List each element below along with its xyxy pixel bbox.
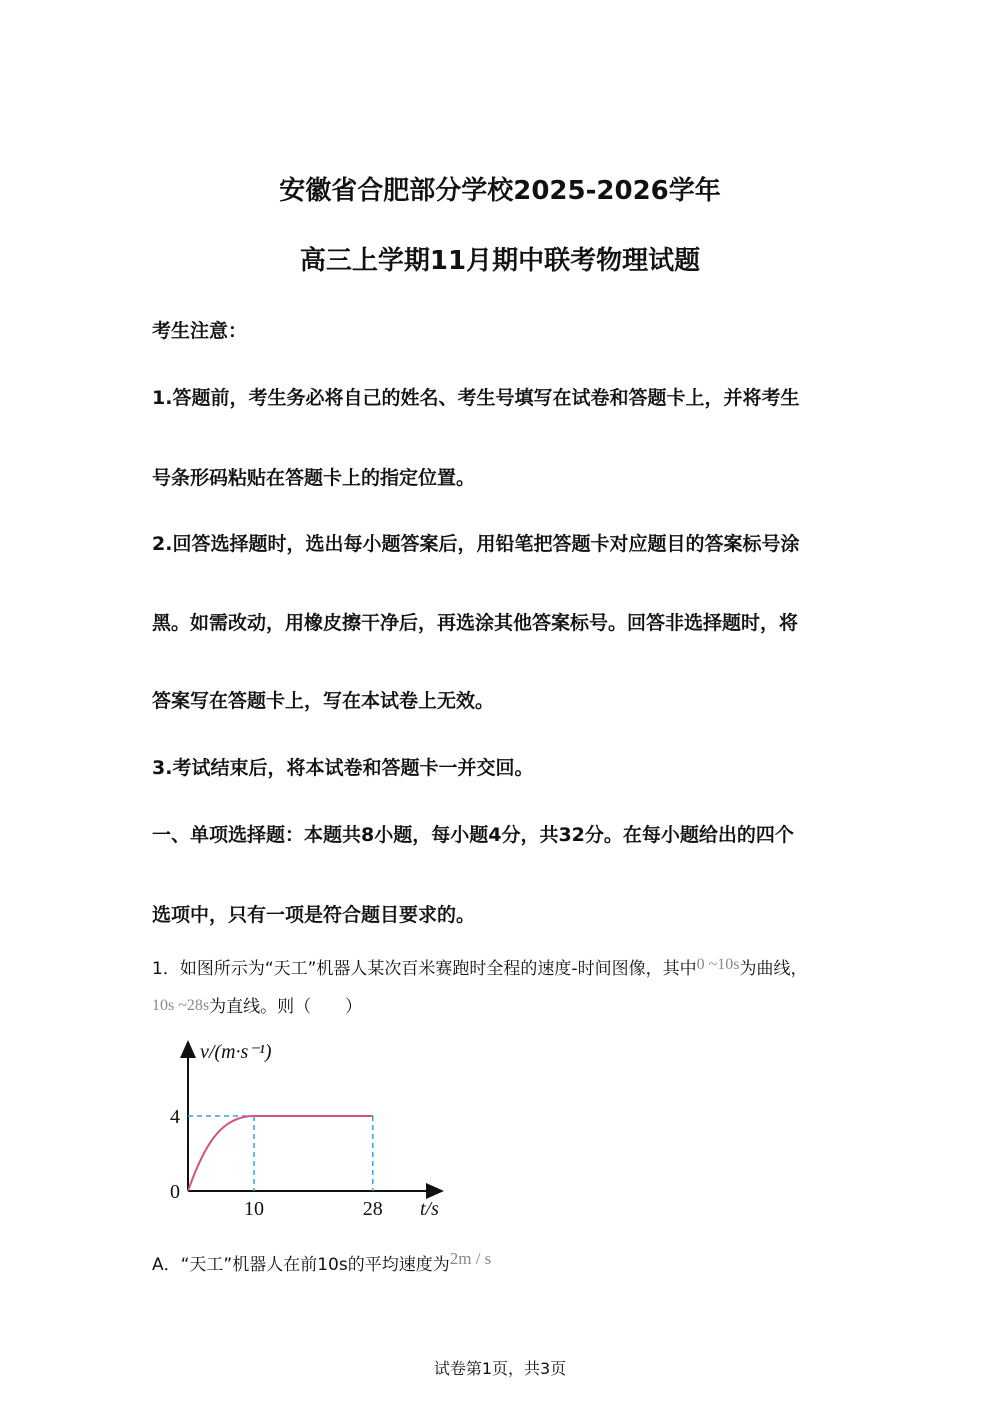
y-tick-label-4: 4	[170, 1106, 180, 1128]
option-a-value: 2m / s	[449, 1249, 492, 1268]
notice-item-2-line-1: 2.回答选择题时，选出每小题答案后，用铅笔把答题卡对应题目的答案标号涂	[152, 533, 800, 555]
x-tick-label-28: 28	[362, 1198, 383, 1220]
velocity-time-chart	[160, 1030, 460, 1230]
page-title-line1: 安徽省合肥部分学校2025-2026学年	[279, 176, 721, 206]
question-1-range-1: 0 ~10s	[696, 956, 740, 973]
question-1-suffix: 为直线。则（ ）	[209, 997, 363, 1017]
question-1-mid: 为曲线，	[739, 959, 808, 979]
page-title-line2: 高三上学期11月期中联考物理试题	[299, 246, 701, 276]
section-heading-line-1: 一、单项选择题：本题共8小题，每小题4分，共32分。在每小题给出的四个	[152, 824, 794, 846]
question-1-range-2: 10s ~28s	[152, 997, 210, 1014]
y-axis-label: v/(m·s⁻¹)	[200, 1041, 272, 1063]
option-a-text: A．“天工”机器人在前10s的平均速度为	[152, 1255, 450, 1275]
question-1-stem-line-1	[152, 954, 807, 979]
origin-label: 0	[170, 1181, 180, 1203]
section-heading-line-2: 选项中，只有一项是符合题目要求的。	[152, 904, 476, 926]
x-tick-label-10: 10	[244, 1198, 264, 1220]
question-1-stem-line-2	[152, 992, 362, 1017]
notice-item-2-line-3: 答案写在答题卡上，写在本试卷上无效。	[152, 690, 495, 712]
notice-item-3: 3.考试结束后，将本试卷和答题卡一并交回。	[152, 757, 534, 779]
notice-item-1-line-1: 1.答题前，考生务必将自己的姓名、考生号填写在试卷和答题卡上，并将考生	[152, 387, 800, 409]
notice-item-2-line-2: 黑。如需改动，用橡皮擦干净后，再选涂其他答案标号。回答非选择题时，将	[152, 612, 799, 634]
page-footer: 试卷第1页，共3页	[433, 1359, 567, 1378]
question-1-prefix: 1．如图所示为“天工”机器人某次百米赛跑时全程的速度-时间图像，其中	[152, 959, 697, 979]
notice-heading: 考生注意：	[152, 320, 248, 342]
option-a	[152, 1250, 491, 1275]
x-axis-label: t/s	[420, 1198, 439, 1220]
notice-item-1-line-2: 号条形码粘贴在答题卡上的指定位置。	[152, 467, 476, 489]
velocity-curve	[188, 1116, 373, 1191]
